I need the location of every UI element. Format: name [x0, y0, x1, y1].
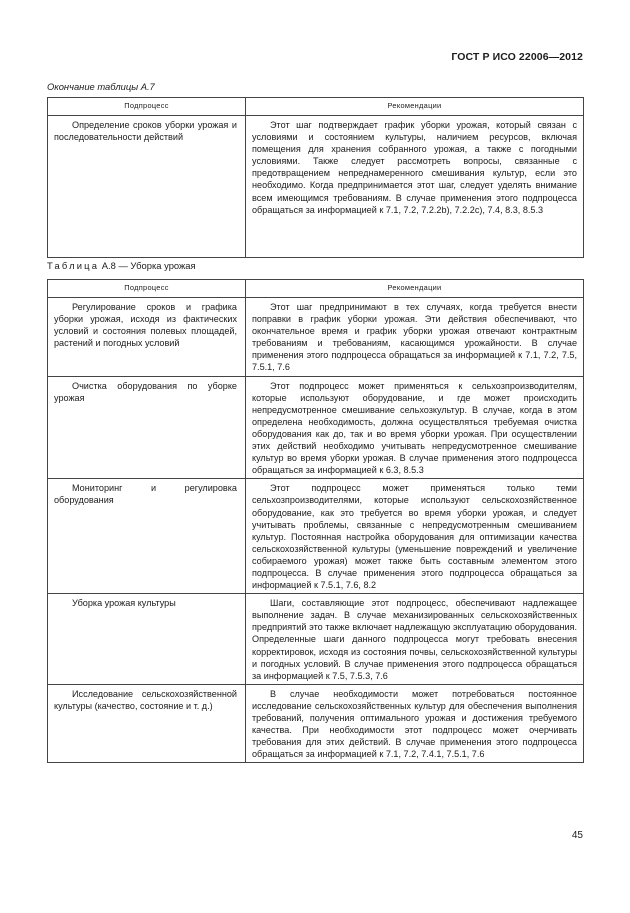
- column-header-recommendations: Рекомендации: [246, 98, 584, 116]
- subprocess-cell: Очистка оборудования по уборке урожая: [48, 376, 246, 479]
- column-header-recommendations: Рекомендации: [246, 280, 584, 298]
- recommendation-cell: В случае необходимости может потребоваться постоянное исследование сельскохозяйственных культур для обеспечения выполнения требований, получения оптимального урожая и достижения требуемого качества. При необходимости этот подпроцесс может очерчивать требования для этих действий. В случае применения этого подпроцесса обращаться за информацией к 7.1, 7.2, 7.4.1, 7.5.1, 7.6: [246, 684, 584, 763]
- table-a7-caption: Окончание таблицы А.7: [47, 81, 155, 92]
- standard-id: ГОСТ Р ИСО 22006—2012: [451, 51, 583, 63]
- subprocess-cell: Мониторинг и регулировка оборудования: [48, 479, 246, 594]
- subprocess-cell: Исследование сельскохозяйственной культуры (качество, состояние и т. д.): [48, 684, 246, 763]
- table-row: [48, 376, 584, 479]
- recommendation-cell: Этот подпроцесс может применяться к сельхозпроизводителям, которые используют оборудование, и где может происходить непредусмотренное смешивание сельхозкультур. В случае, когда в этом определена необходимость, должна осуществляться требуемая очистка оборудования как до, так и во время уборки урожая. При осуществлении этих действий необходимо учитывать непредусмотренное смешивание культур во время уборки урожая. В случае применения этого подпроцесса обращаться за информацией к 6.3, 8.5.3: [246, 376, 584, 479]
- table-row: [48, 684, 584, 763]
- table-a8: [47, 279, 584, 763]
- recommendation-cell: Этот шаг предпринимают в тех случаях, когда требуется внести поправки в график уборки урожая. Эти действия обеспечивают, что окончательное время и график уборки урожая отвечают контрактным требованиям и требованиям, касающимся урожайности. В случае применения этого подпроцесса обращаться за информацией к 7.1, 7.2, 7.5, 7.5.1, 7.6: [246, 298, 584, 377]
- recommendation-cell: Шаги, составляющие этот подпроцесс, обеспечивают надлежащее выполнение задач. В случае механизированных сельскохозяйственных предприятий это также включает надлежащую эксплуатацию оборудования. Определенные шаги данного подпроцесса могут требовать внесения корректировок, исходя из состояния почвы, сельскохозяйственной культуры и погодных условий. В случае применения этого подпроцесса обращаться за информацией к 7.5, 7.5.3, 7.6: [246, 594, 584, 685]
- subprocess-cell: Регулирование сроков и графика уборки урожая, исходя из фактических условий и состояния полевых площадей, растений и погодных условий: [48, 298, 246, 377]
- table-a8-caption-label: Таблица: [47, 260, 100, 271]
- table-row: [48, 479, 584, 594]
- column-header-subprocess: Подпроцесс: [48, 98, 246, 116]
- table-row: [48, 298, 584, 377]
- table-a8-caption-title: А.8 — Уборка урожая: [99, 260, 196, 271]
- table-header-row: [48, 280, 584, 298]
- page-number: 45: [571, 830, 583, 841]
- table-row: [48, 594, 584, 685]
- recommendation-cell: Этот шаг подтверждает график уборки урожая, который связан с условиями и состоянием культуры, наличием ресурсов, включая помещения для хранения собранного урожая, а также с погодными условиями. Также следует рассмотреть вопросы, связанные с предотвращением непреднамеренного смешивания культур, если это необходимо. Когда предпринимается этот шаг, следует уделять внимание всем имеющимся требованиям. В случае применения этого подпроцесса обращаться за информацией к 7.1, 7.2, 7.2.2b), 7.2.2c), 7.4, 8.3, 8.5.3: [246, 116, 584, 258]
- recommendation-cell: Этот подпроцесс может применяться только теми сельхозпроизводителями, которые используют сельскохозяйственное оборудование, как это требуется во время уборки урожая, и следует учитывать проблемы, связанные с непредусмотренным смешиванием культур. Постоянная настройка оборудования для оптимизации качества сельскохозяйственной культуры (уменьшение повреждений и увеличение собираемого урожая) может также быть составным элементом этого подпроцесса. В случае применения этого подпроцесса обращаться за информацией к 7.5.1, 7.6, 8.2: [246, 479, 584, 594]
- table-a8-caption: [47, 260, 196, 271]
- column-header-subprocess: Подпроцесс: [48, 280, 246, 298]
- subprocess-cell: Уборка урожая культуры: [48, 594, 246, 685]
- table-a7: [47, 97, 584, 258]
- table-row: [48, 116, 584, 258]
- table-header-row: [48, 98, 584, 116]
- subprocess-cell: Определение сроков уборки урожая и последовательности действий: [48, 116, 246, 258]
